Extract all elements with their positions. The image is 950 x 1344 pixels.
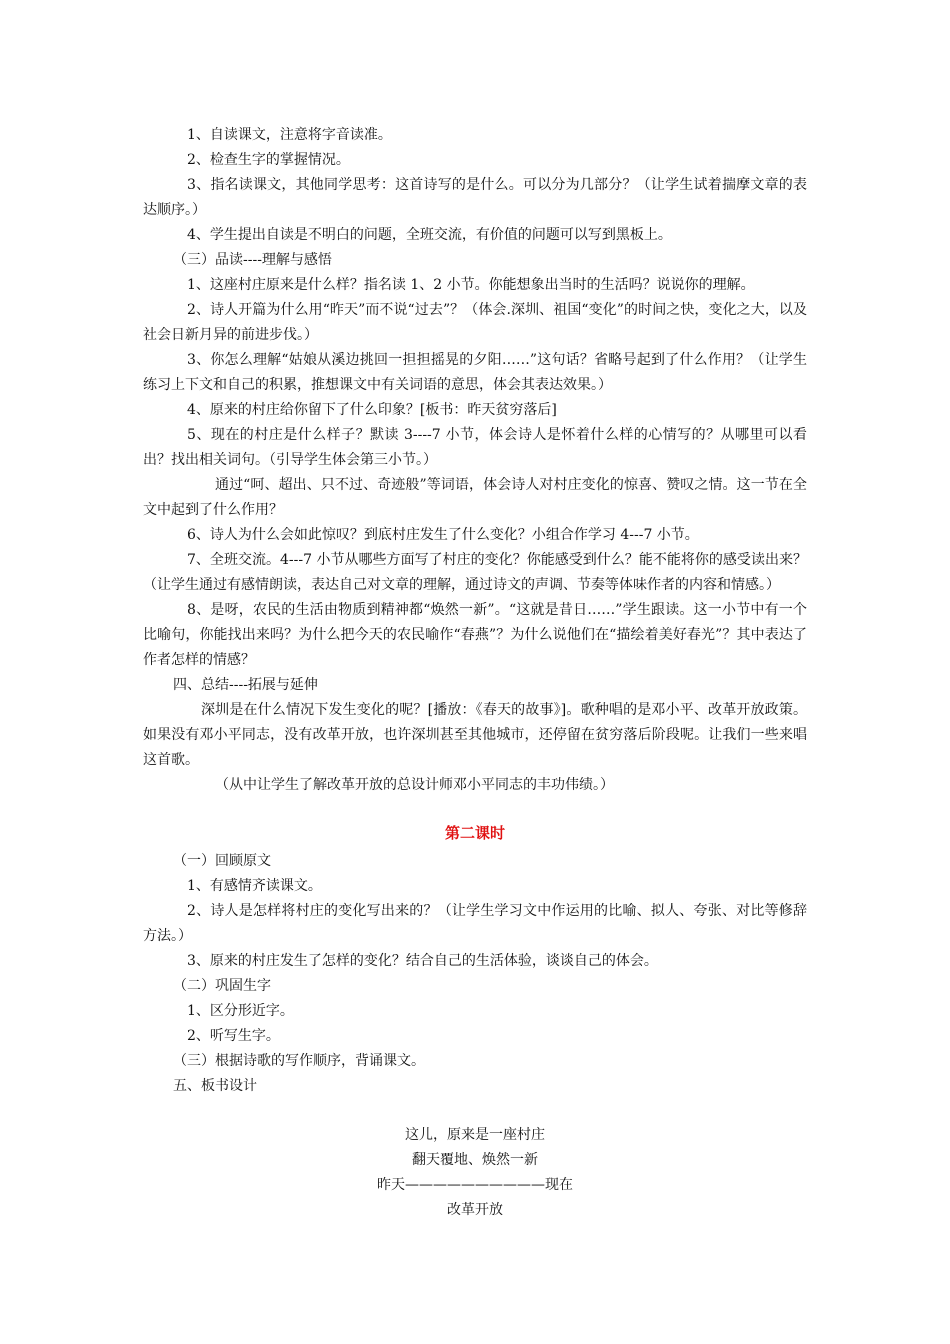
step-4: 4、学生提出自读是不明白的问题，全班交流，有价值的问题可以写到黑板上。 (187, 227, 672, 243)
lesson2-heading-recite: （三）根据诗歌的写作顺序，背诵课文。 (173, 1053, 425, 1069)
reading-note: 通过“呵、超出、只不过、奇迹般”等词语，体会诗人对村庄变化的惊喜、赞叹之情。这一节在全文中起到了什么作用？ (143, 477, 807, 518)
reading-step-4: 4、原来的村庄给你留下了什么印象？[板书：昨天贫穷落后] (187, 402, 557, 418)
reading-step-2: 2、诗人开篇为什么用“昨天”而不说“过去”？（体会.深圳、祖国“变化”的时间之快，变化之大，以及社会日新月异的前进步伐。） (143, 302, 807, 343)
board-line-2: 翻天覆地、焕然一新 (412, 1152, 538, 1168)
review-step-3: 3、原来的村庄发生了怎样的变化？结合自己的生活体验，谈谈自己的体会。 (187, 953, 658, 969)
board-line-3: 昨天——————————现在 (377, 1177, 573, 1193)
lesson2-heading-review: （一）回顾原文 (173, 853, 271, 869)
step-1: 1、自读课文，注意将字音读准。 (187, 127, 392, 143)
summary-note: （从中让学生了解改革开放的总设计师邓小平同志的丰功伟绩。） (215, 777, 614, 793)
section-heading-summary: 四、总结----拓展与延伸 (173, 677, 318, 693)
review-step-1: 1、有感情齐读课文。 (187, 878, 322, 894)
board-line-1: 这儿，原来是一座村庄 (405, 1127, 545, 1143)
board-line-4: 改革开放 (447, 1202, 503, 1218)
document-body (143, 123, 807, 1223)
section-heading-reading: （三）品读----理解与感悟 (173, 252, 332, 268)
review-step-2: 2、诗人是怎样将村庄的变化写出来的？（让学生学习文中作运用的比喻、拟人、夸张、对比等修辞方法。） (143, 903, 807, 944)
reading-step-5: 5、现在的村庄是什么样子？默读 3----7 小节，体会诗人是怀着什么样的心情写的？从哪里可以看出？找出相关词句。（引导学生体会第三小节。） (143, 427, 807, 468)
step-3: 3、指名读课文，其他同学思考：这首诗写的是什么。可以分为几部分？（让学生试着揣摩文章的表达顺序。） (143, 177, 807, 218)
lesson2-heading-characters: （二）巩固生字 (173, 978, 271, 994)
reading-step-1: 1、这座村庄原来是什么样？指名读 1、2 小节。你能想象出当时的生活吗？说说你的理解。 (187, 277, 755, 293)
blackboard-design (143, 1123, 807, 1223)
lesson-2-title: 第二课时 (444, 824, 505, 842)
section-heading-board: 五、板书设计 (173, 1078, 257, 1094)
reading-step-3: 3、你怎么理解“姑娘从溪边挑回一担担摇晃的夕阳……”这句话？省略号起到了什么作用？（让学生练习上下文和自己的积累，推想课文中有关词语的意思，体会其表达效果。） (143, 352, 807, 393)
reading-step-7: 7、全班交流。4---7 小节从哪些方面写了村庄的变化？你能感受到什么？能不能将你的感受读出来？（让学生通过有感情朗读，表达自己对文章的理解，通过诗文的声调、节奏等体味作者的内容和情感。） (143, 552, 807, 593)
summary-paragraph: 深圳是在什么情况下发生变化的呢？[播放：《春天的故事》]。歌种唱的是邓小平、改革开放政策。如果没有邓小平同志，没有改革开放，也许深圳甚至其他城市，还停留在贫穷落后阶段呢。让我们一些来唱这首歌。 (143, 702, 807, 768)
reading-step-6: 6、诗人为什么会如此惊叹？到底村庄发生了什么变化？小组合作学习 4---7 小节。 (187, 527, 699, 543)
reading-step-8: 8、是呀，农民的生活由物质到精神都“焕然一新”。“这就是昔日……”学生跟读。这一小节中有一个比喻句，你能找出来吗？为什么把今天的农民喻作“春燕”？为什么说他们在“描绘着美好春光”？其中表达了作者怎样的情感？ (143, 602, 807, 668)
characters-step-2: 2、听写生字。 (187, 1028, 280, 1044)
step-2: 2、检查生字的掌握情况。 (187, 152, 350, 168)
characters-step-1: 1、区分形近字。 (187, 1003, 294, 1019)
